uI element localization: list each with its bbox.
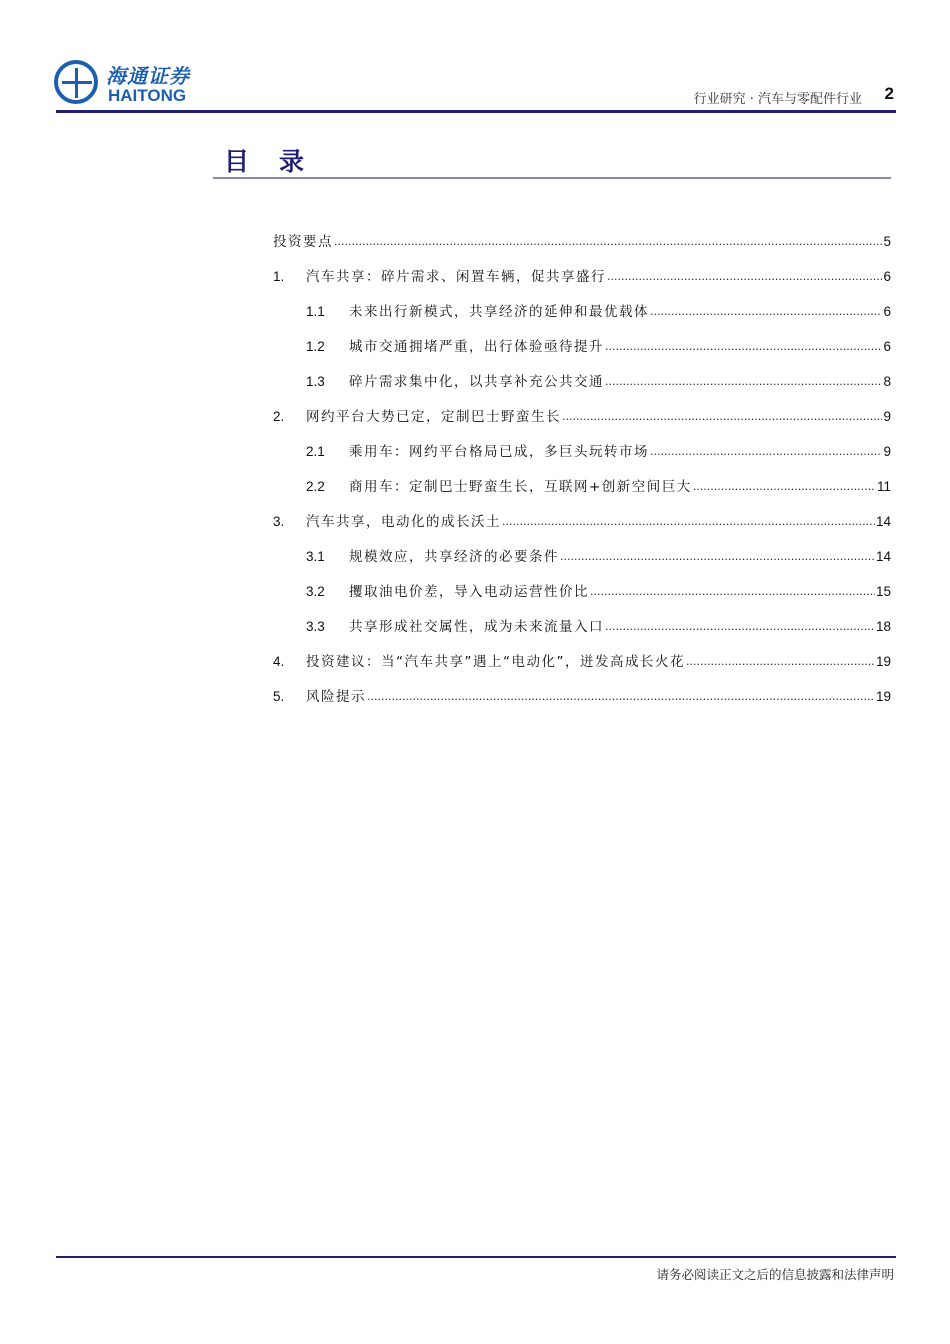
toc-entry-title: 共享形成社交属性，成为未来流量入口 [349, 619, 604, 635]
toc-entry-title: 碎片需求集中化，以共享补充公共交通 [349, 374, 604, 390]
toc-entry-number: 3.2 [306, 584, 325, 599]
toc-entry-title: 城市交通拥堵严重，出行体验亟待提升 [349, 339, 604, 355]
toc-entry-title: 风险提示 [306, 689, 366, 705]
toc-leader-dots [562, 405, 882, 429]
toc-leader-dots [502, 510, 875, 534]
toc-entry-page: 19 [875, 654, 891, 669]
toc-entry[interactable] [273, 650, 891, 685]
toc-leader-dots [605, 335, 882, 359]
toc-entry-page: 18 [875, 619, 891, 634]
toc-leader-dots [590, 580, 875, 604]
toc-entry-page: 9 [883, 444, 891, 459]
toc-leader-dots [650, 300, 882, 324]
toc-leader-dots [607, 265, 882, 289]
toc-entry-page: 14 [875, 514, 891, 529]
toc-entry-number: 2.2 [306, 479, 325, 494]
toc-entry-page: 5 [883, 234, 891, 249]
toc-entry-page: 19 [875, 689, 891, 704]
toc-entry-title: 规模效应，共享经济的必要条件 [349, 549, 559, 565]
logo-chinese: 海通证券 [106, 64, 190, 88]
toc-entry-number: 2.1 [306, 444, 325, 459]
toc-entry-title: 投资建议：当“汽车共享”遇上“电动化”，迸发高成长火花 [306, 654, 685, 670]
haitong-logo [54, 60, 214, 108]
toc-leader-dots [334, 230, 882, 254]
toc-entry-number: 3.1 [306, 549, 325, 564]
footer-divider [56, 1256, 896, 1258]
toc-entry-title: 未来出行新模式，共享经济的延伸和最优载体 [349, 304, 649, 320]
toc-entry-number: 1.1 [306, 304, 325, 319]
toc-entry[interactable] [273, 300, 891, 335]
haitong-emblem-icon [54, 60, 98, 104]
logo-english: HAITONG [108, 86, 187, 105]
page-title: 目录 [224, 147, 335, 176]
toc-entry-page: 9 [883, 409, 891, 424]
toc-entry[interactable] [273, 545, 891, 580]
toc-entry-title: 乘用车：网约平台格局已成，多巨头玩转市场 [349, 444, 649, 460]
toc-entry-page: 11 [876, 479, 891, 494]
toc-entry-number: 3.3 [306, 619, 325, 634]
toc-leader-dots [693, 475, 876, 499]
toc-entry-title: 商用车：定制巴士野蛮生长，互联网+创新空间巨大 [349, 479, 692, 495]
toc-entry-title: 汽车共享，电动化的成长沃土 [306, 514, 501, 530]
toc-leader-dots [367, 685, 875, 709]
toc-entry-page: 6 [883, 339, 891, 354]
toc-entry-title: 攫取油电价差，导入电动运营性价比 [349, 584, 589, 600]
toc-entry[interactable] [273, 615, 891, 650]
toc-entry-number: 5. [273, 689, 285, 704]
toc-entry[interactable] [273, 335, 891, 370]
title-underline [213, 177, 891, 179]
toc-entry-number: 1.2 [306, 339, 325, 354]
toc-entry[interactable] [273, 510, 891, 545]
toc-entry-page: 6 [883, 304, 891, 319]
toc-entry-title: 汽车共享：碎片需求、闲置车辆，促共享盛行 [306, 269, 606, 285]
toc-entry[interactable] [273, 475, 891, 510]
toc-entry-number: 1.3 [306, 374, 325, 389]
toc-entry[interactable] [273, 685, 891, 720]
toc-entry-page: 8 [883, 374, 891, 389]
toc-entry-number: 4. [273, 654, 285, 669]
toc-entry-page: 14 [875, 549, 891, 564]
toc-entry[interactable] [273, 370, 891, 405]
toc-leader-dots [686, 650, 875, 674]
toc-leader-dots [605, 370, 882, 394]
footer-disclaimer: 请务必阅读正文之后的信息披露和法律声明 [656, 1267, 894, 1282]
toc-entry[interactable] [273, 440, 891, 475]
toc-leader-dots [560, 545, 875, 569]
toc-entry-page: 6 [883, 269, 891, 284]
header-divider [56, 110, 896, 113]
table-of-contents [273, 230, 891, 720]
toc-entry-title: 网约平台大势已定，定制巴士野蛮生长 [306, 409, 561, 425]
toc-entry[interactable] [273, 405, 891, 440]
toc-entry-title: 投资要点 [273, 234, 333, 250]
toc-entry-number: 1. [273, 269, 285, 284]
toc-entry[interactable] [273, 230, 891, 265]
toc-entry-number: 3. [273, 514, 285, 529]
page-number: 2 [884, 84, 894, 103]
toc-entry[interactable] [273, 265, 891, 300]
toc-leader-dots [650, 440, 882, 464]
header-category: 行业研究 · 汽车与零配件行业 [693, 92, 862, 107]
toc-entry[interactable] [273, 580, 891, 615]
toc-leader-dots [605, 615, 875, 639]
toc-entry-page: 15 [875, 584, 891, 599]
toc-entry-number: 2. [273, 409, 285, 424]
